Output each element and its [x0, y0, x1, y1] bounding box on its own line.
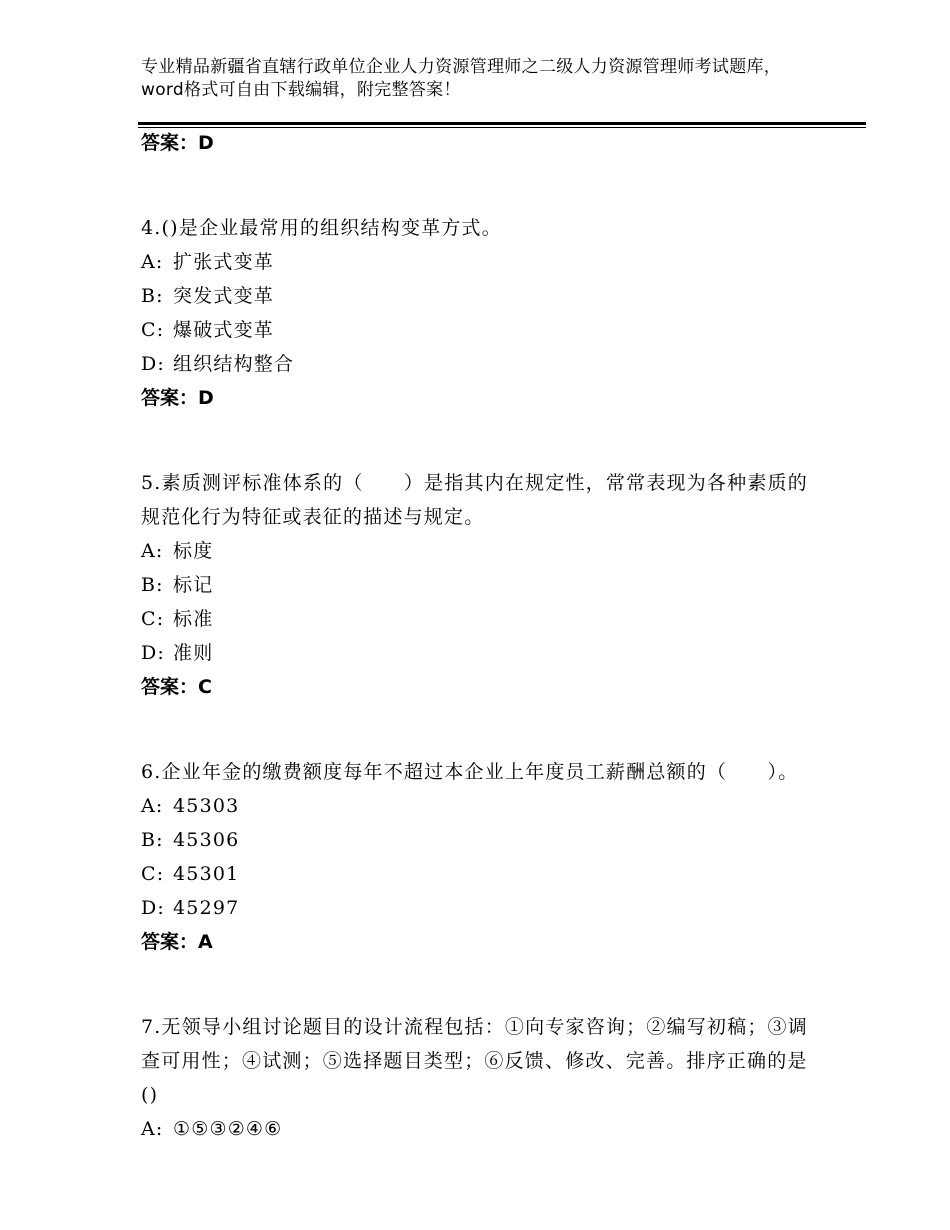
option-text: 45303	[173, 795, 240, 817]
option-key: A:	[141, 540, 164, 562]
option-b	[141, 568, 821, 602]
option-key: B:	[141, 285, 164, 307]
question-stem: 4.()是企业最常用的组织结构变革方式。	[141, 217, 502, 239]
question-5	[141, 466, 821, 704]
option-text: 标记	[173, 574, 214, 596]
option-text: 准则	[173, 642, 214, 664]
question-4	[141, 211, 821, 415]
option-text: 组织结构整合	[173, 353, 295, 375]
option-key: D:	[141, 642, 166, 664]
option-key: A:	[141, 251, 164, 273]
option-key: B:	[141, 574, 164, 596]
option-a	[141, 245, 821, 279]
option-text: 45306	[173, 829, 240, 851]
document-header	[141, 56, 821, 102]
option-text: 爆破式变革	[173, 319, 275, 341]
option-a	[141, 789, 821, 823]
option-a	[141, 534, 821, 568]
option-d	[141, 891, 821, 925]
question-list	[141, 128, 821, 1146]
option-text: 45297	[173, 897, 240, 919]
answer-line: 答案：C	[141, 676, 212, 698]
option-c	[141, 857, 821, 891]
option-d	[141, 636, 821, 670]
option-text: 突发式变革	[173, 285, 275, 307]
option-key: C:	[141, 319, 165, 341]
option-text: 扩张式变革	[173, 251, 275, 273]
option-c	[141, 602, 821, 636]
answer-line: 答案：A	[141, 931, 213, 953]
option-key: C:	[141, 863, 165, 885]
option-key: D:	[141, 353, 166, 375]
answer-line: 答案：D	[141, 132, 214, 154]
question-stem: 5.素质测评标准体系的（ ）是指其内在规定性，常常表现为各种素质的规范化行为特征或表征的描述与规定。	[141, 472, 808, 528]
question-stem: 6.企业年金的缴费额度每年不超过本企业上年度员工薪酬总额的（ ）。	[141, 761, 799, 783]
header-divider-thick	[138, 122, 866, 125]
option-text: 标度	[173, 540, 214, 562]
question-stem: 7.无领导小组讨论题目的设计流程包括：①向专家咨询；②编写初稿；③调查可用性；④试测；⑤选择题目类型；⑥反馈、修改、完善。排序正确的是()	[141, 1016, 808, 1106]
option-c	[141, 313, 821, 347]
option-b	[141, 279, 821, 313]
option-a	[141, 1112, 821, 1146]
header-title: 专业精品新疆省直辖行政单位企业人力资源管理师之二级人力资源管理师考试题库，word格式可自由下载编辑，附完整答案！	[141, 57, 782, 100]
option-text: 标准	[173, 608, 214, 630]
option-d	[141, 347, 821, 381]
option-key: D:	[141, 897, 166, 919]
answer-line: 答案：D	[141, 387, 214, 409]
option-key: A:	[141, 795, 164, 817]
question-6	[141, 755, 821, 959]
option-text: 45301	[173, 863, 240, 885]
option-text: ①⑤③②④⑥	[173, 1118, 283, 1140]
option-key: B:	[141, 829, 164, 851]
question-7	[141, 1010, 821, 1146]
option-key: C:	[141, 608, 165, 630]
option-key: A:	[141, 1118, 164, 1140]
option-b	[141, 823, 821, 857]
